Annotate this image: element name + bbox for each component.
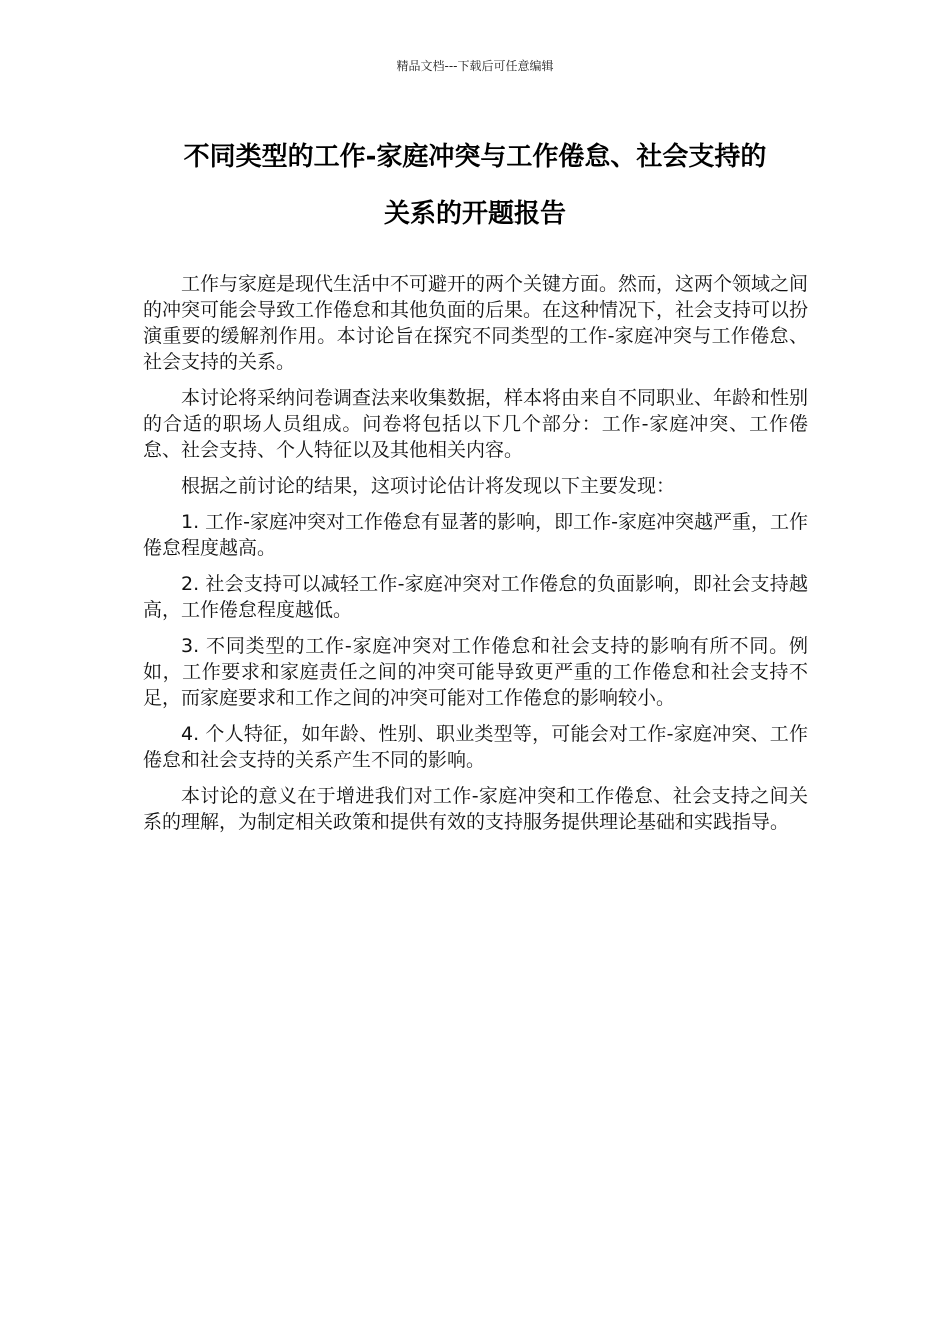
paragraph-findings-lead: 根据之前讨论的结果，这项讨论估计将发现以下主要发现： (181, 475, 676, 497)
paragraph-finding-1: 1. 工作-家庭冲突对工作倦怠有显著的影响，即工作-家庭冲突越严重，工作倦怠程度越高。 (143, 511, 808, 559)
document-body (143, 271, 808, 845)
paragraph-method: 本讨论将采纳问卷调查法来收集数据，样本将由来自不同职业、年龄和性别的合适的职场人员组成。问卷将包括以下几个部分：工作-家庭冲突、工作倦怠、社会支持、个人特征以及其他相关内容。 (143, 387, 809, 461)
document-title-line-2: 关系的开题报告 (383, 199, 566, 229)
paragraph-intro: 工作与家庭是现代生活中不可避开的两个关键方面。然而，这两个领域之间的冲突可能会导致工作倦怠和其他负面的后果。在这种情况下，社会支持可以扮演重要的缓解剂作用。本讨论旨在探究不同类型的工作-家庭冲突与工作倦怠、社会支持的关系。 (143, 273, 809, 373)
paragraph-significance: 本讨论的意义在于增进我们对工作-家庭冲突和工作倦怠、社会支持之间关系的理解，为制定相关政策和提供有效的支持服务提供理论基础和实践指导。 (143, 785, 808, 833)
paragraph-finding-2: 2. 社会支持可以减轻工作-家庭冲突对工作倦怠的负面影响，即社会支持越高，工作倦怠程度越低。 (143, 573, 808, 621)
paragraph-finding-3: 3. 不同类型的工作-家庭冲突对工作倦怠和社会支持的影响有所不同。例如，工作要求和家庭责任之间的冲突可能导致更严重的工作倦怠和社会支持不足，而家庭要求和工作之间的冲突可能对工作倦怠的影响较小。 (143, 635, 808, 709)
document-title-line-1: 不同类型的工作-家庭冲突与工作倦怠、社会支持的 (183, 142, 767, 172)
header-note: 精品文档---下载后可任意编辑 (396, 59, 554, 73)
paragraph-finding-4: 4. 个人特征，如年龄、性别、职业类型等，可能会对工作-家庭冲突、工作倦怠和社会支持的关系产生不同的影响。 (143, 723, 808, 771)
